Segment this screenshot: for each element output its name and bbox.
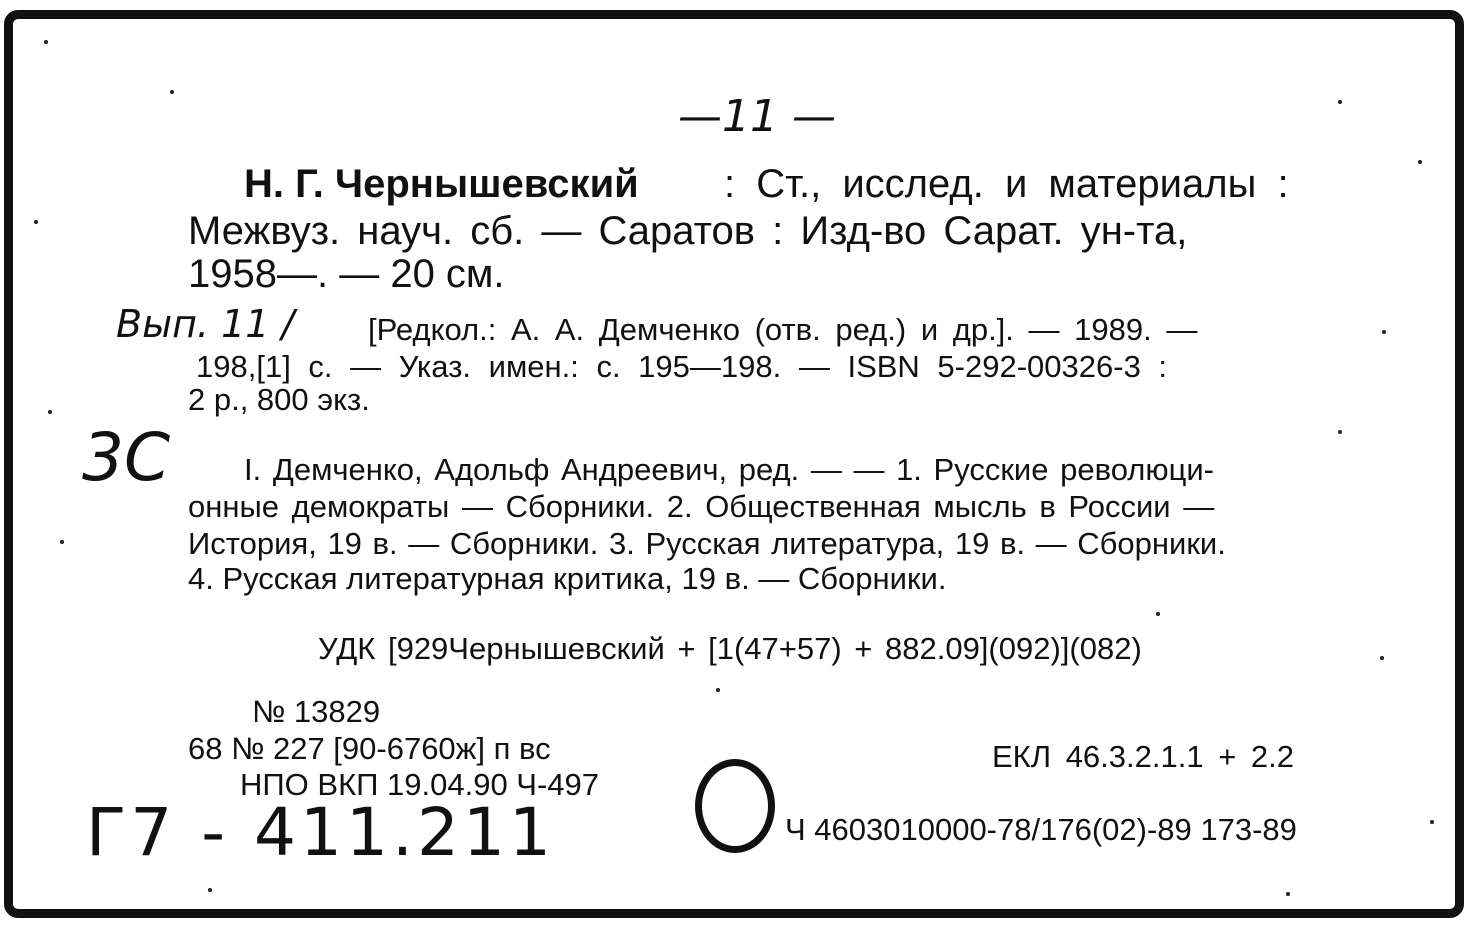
subjects-line4: 4. Русская литературная критика, 19 в. — Сборники. (188, 561, 947, 596)
speck (1382, 330, 1386, 334)
udk-classification: УДК [929Чернышевский + [1(47+57) + 882.09](092)](082) (318, 631, 1142, 666)
speck (716, 688, 720, 692)
speck (34, 220, 38, 224)
heading-line3: 1958—. — 20 см. (188, 252, 505, 296)
footer-number: № 13829 (252, 694, 381, 729)
speck (1338, 430, 1342, 434)
speck (60, 540, 64, 544)
page-number: —11 — (678, 91, 836, 142)
handwritten-subject-mark: 3С (82, 419, 171, 496)
speck (1430, 820, 1434, 824)
volume-line2: 198,[1] с. — Указ. имен.: с. 195—198. — ISBN 5-292-00326-3 : (196, 349, 1168, 384)
subjects-line1: I. Демченко, Адольф Андреевич, ред. — — 1. Русские революци- (244, 452, 1214, 487)
speck (1418, 160, 1422, 164)
heading-author: Н. Г. Чернышевский (244, 162, 639, 206)
speck (170, 90, 174, 94)
subjects-line3: История, 19 в. — Сборники. 3. Русская литература, 19 в. — Сборники. (188, 526, 1226, 561)
handwritten-inventory-number: Г7 - 411.211 (86, 794, 555, 871)
speck (48, 410, 52, 414)
footer-print-line: 68 № 227 [90-6760ж] п вс (188, 731, 551, 766)
speck (1156, 612, 1160, 616)
subjects-line2: онные демократы — Сборники. 2. Общественная мысль в России — (188, 489, 1215, 524)
handwritten-volume-label: Вып. 11 / (116, 302, 295, 346)
speck (1380, 656, 1384, 660)
volume-line3: 2 р., 800 экз. (188, 382, 370, 417)
footer-code: Ч 4603010000-78/176(02)-89 173-89 (785, 812, 1297, 847)
speck (44, 40, 48, 44)
heading-line1-rest: : Ст., исслед. и материалы : (724, 162, 1289, 206)
footer-ekl: ЕКЛ 46.3.2.1.1 + 2.2 (992, 739, 1295, 774)
volume-line1: [Редкол.: А. А. Демченко (отв. ред.) и др.]. — 1989. — (368, 312, 1198, 347)
speck (208, 888, 212, 892)
footer-publisher-line: НПО ВКП 19.04.90 Ч-497 (240, 767, 600, 802)
circle-mark-icon (695, 759, 775, 853)
heading-line2: Межвуз. науч. сб. — Саратов : Изд-во Сарат. ун-та, (188, 209, 1188, 253)
speck (1338, 100, 1342, 104)
speck (1286, 892, 1290, 896)
